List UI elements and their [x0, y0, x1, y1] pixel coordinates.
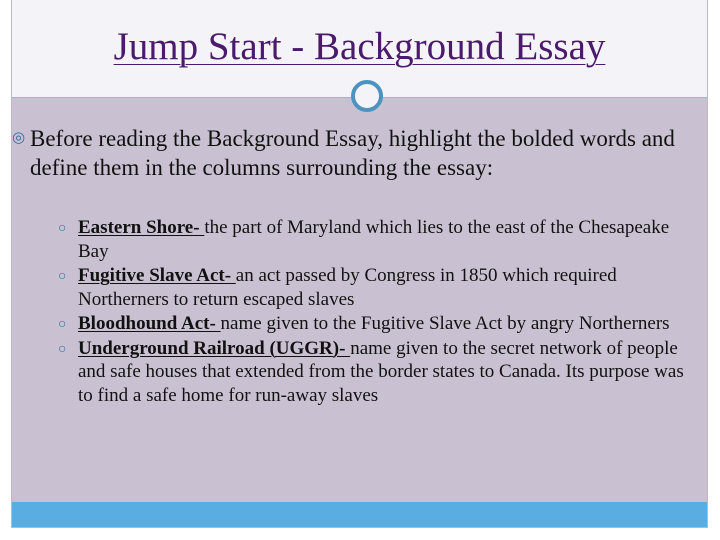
lead-bullet-icon: ◎ [12, 130, 26, 146]
circle-ornament-icon [351, 80, 383, 112]
definition-text: the part of Maryland which lies to the east of the Chesapeake Bay [78, 217, 670, 262]
list-item [58, 337, 688, 408]
term-underground-railroad: Underground Railroad (UGGR)- [78, 337, 351, 359]
list-item [58, 312, 688, 336]
definition-list [58, 216, 688, 408]
slide-title: Jump Start - Background Essay [113, 25, 606, 68]
definition-text: name given to the Fugitive Slave Act by angry Northerners [220, 313, 670, 334]
sub-bullet-icon: ○ [58, 221, 67, 236]
term-fugitive-slave-act: Fugitive Slave Act- [78, 265, 236, 286]
sub-bullet-icon: ○ [58, 341, 67, 357]
footer-bar [12, 502, 707, 527]
term-bloodhound-act: Bloodhound Act- [78, 313, 221, 334]
term-eastern-shore: Eastern Shore- [78, 217, 205, 238]
sub-bullet-icon: ○ [58, 317, 67, 332]
definition-text: name given to the secret network of people and safe houses that extended from the border states to Canada. Its purpose was to find a safe home for run-away slaves [78, 337, 684, 406]
list-item [58, 264, 688, 311]
list-item [58, 216, 688, 263]
sub-bullet-icon: ○ [58, 269, 67, 284]
definition-text: an act passed by Congress in 1850 which required Northerners to return escaped slaves [78, 265, 617, 310]
lead-paragraph [12, 124, 682, 182]
lead-text: Before reading the Background Essay, highlight the bolded words and define them in the columns surrounding the essay: [30, 126, 675, 180]
